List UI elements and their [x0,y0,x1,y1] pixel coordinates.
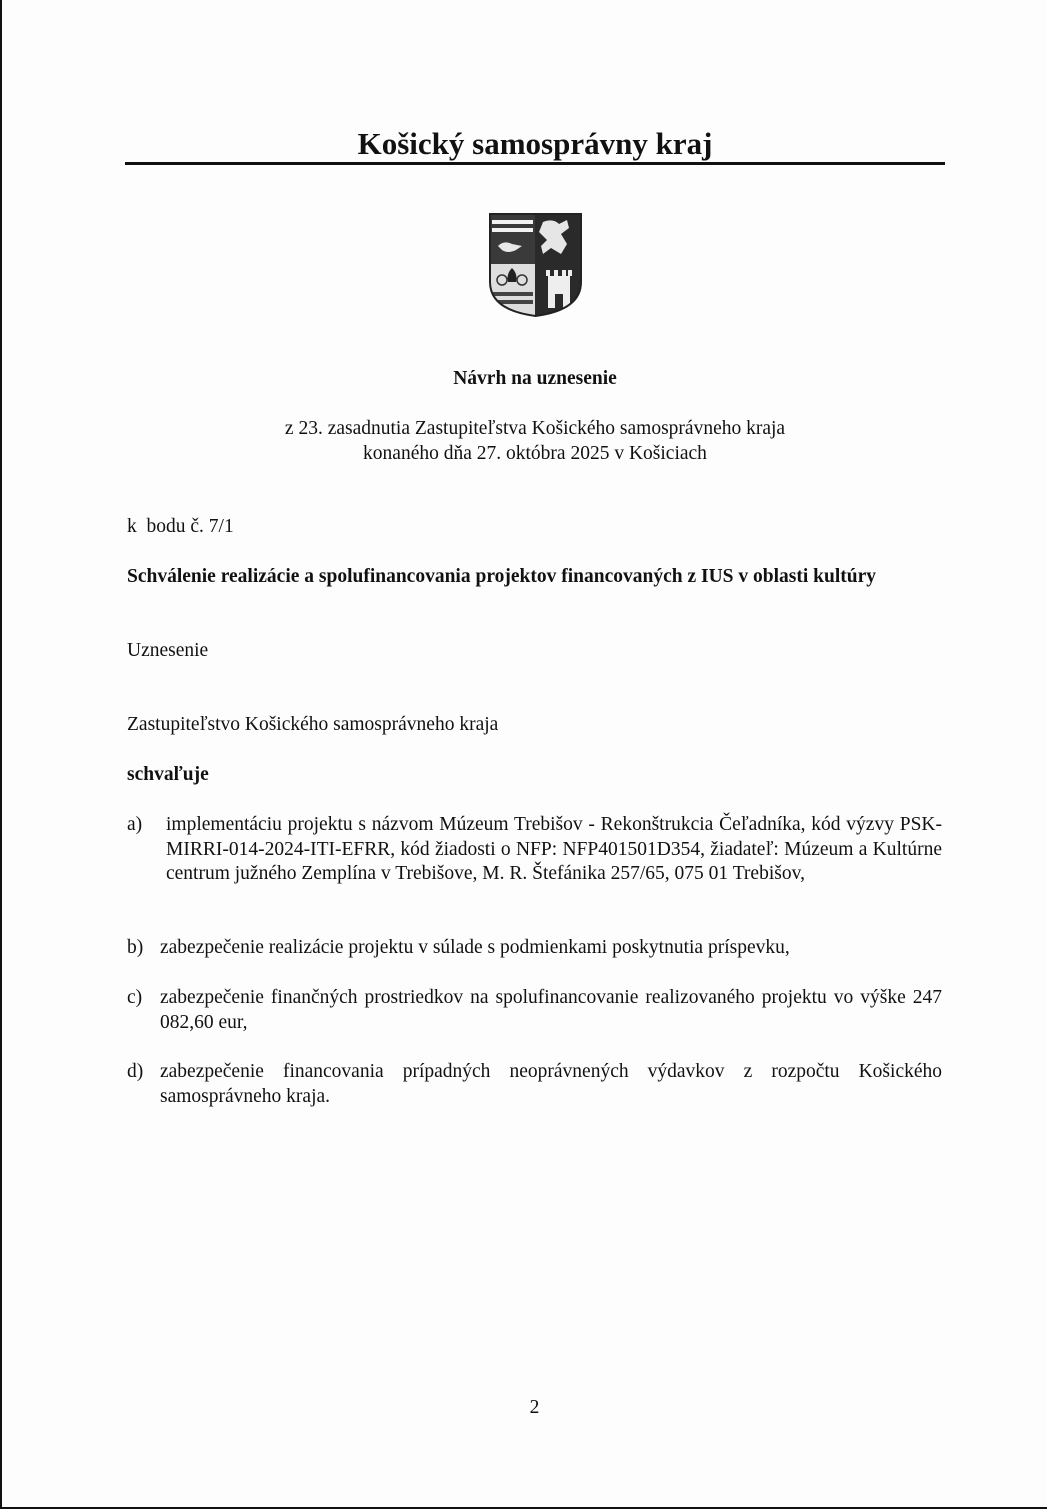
list-item [127,1060,942,1109]
list-item-text: implementáciu projektu s názvom Múzeum Trebišov - Rekonštrukcia Čeľadníka, kód výzvy PSK-MIRRI-014-2024-ITI-EFRR, kód žiadosti o NFP: NFP401501D354, žiadateľ: Múzeum a Kultúrne centrum južného Zemplína v Trebišove, M. R. Štefánika 257/65, 075 01 Trebišov, [166,814,942,884]
list-item [127,986,942,1035]
list-item [127,813,942,887]
list-item-text: zabezpečenie realizácie projektu v súlade s podmienkami poskytnutia príspevku, [160,937,790,958]
list-item-letter: d) [127,1061,144,1082]
session-line: z 23. zasadnutia Zastupiteľstva Košického samosprávneho kraja [284,418,786,439]
proposal-heading: Návrh na uznesenie [453,368,617,389]
list-item-text: zabezpečenie finančných prostriedkov na spolufinancovanie realizovaného projektu vo výške 247 082,60 eur, [160,987,942,1033]
page-number: 2 [529,1397,540,1418]
agenda-item: k bodu č. 7/1 [127,516,234,537]
list-item-letter: b) [127,937,144,958]
date-line: konaného dňa 27. októbra 2025 v Košiciach [363,443,707,464]
resolution-label: Uznesenie [127,640,209,661]
list-item-letter: c) [127,987,143,1008]
header-divider [125,162,945,165]
list-item [127,936,942,961]
list-item-letter: a) [127,814,143,835]
list-item-text: zabezpečenie financovania prípadných neoprávnených výdavkov z rozpočtu Košického samosprávneho kraja. [160,1061,942,1107]
resolution-subject: Schválenie realizácie a spolufinancovania projektov financovaných z IUS v oblasti kultúry [127,566,876,587]
document-header-title: Košický samosprávny kraj [357,126,713,161]
coat-of-arms-icon [488,212,583,318]
assembly-name: Zastupiteľstvo Košického samosprávneho kraja [127,714,499,735]
approves-verb: schvaľuje [127,764,209,785]
